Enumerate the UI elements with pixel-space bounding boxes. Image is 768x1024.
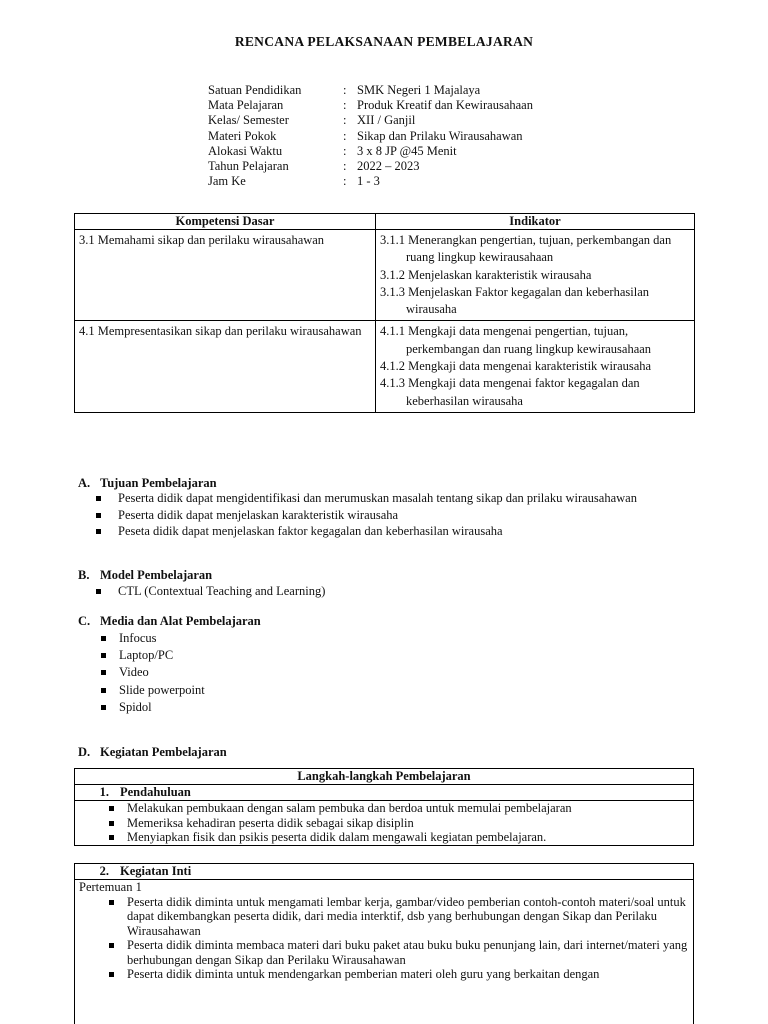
- document-title: RENCANA PELAKSANAAN PEMBELAJARAN: [234, 34, 534, 49]
- info-row: Tahun Pelajaran : 2022 – 2023: [208, 159, 420, 174]
- info-value: Sikap dan Prilaku Wirausahawan: [357, 128, 523, 143]
- info-row: Materi Pokok : Sikap dan Prilaku Wirausahawan: [208, 128, 523, 143]
- kd-cell: 4.1 Mempresentasikan sikap dan perilaku wirausahawan: [75, 321, 376, 412]
- model-list: [94, 584, 325, 599]
- list-item: Memeriksa kehadiran peserta didik sebagai sikap disiplin: [75, 816, 693, 831]
- kegiatan-inti-title: 2. Kegiatan Inti: [75, 864, 693, 880]
- indikator-item: 4.1.3 Mengkaji data mengenai faktor kegagalan dan keberhasilan wirausaha: [380, 376, 640, 408]
- info-row: Satuan Pendidikan : SMK Negeri 1 Majalaya: [208, 83, 481, 97]
- info-row: Alokasi Waktu : 3 x 8 JP @45 Menit: [208, 143, 457, 158]
- info-label: Mata Pelajaran: [208, 98, 284, 113]
- info-value: XII / Ganjil: [357, 113, 416, 128]
- indikator-item: 3.1.3 Menjelaskan Faktor kegagalan dan keberhasilan wirausaha: [380, 284, 650, 317]
- list-item: Peserta didik dapat mengidentifikasi dan merumuskan masalah tentang sikap dan prilaku wirausahawan: [94, 491, 674, 506]
- pendahuluan-table: [74, 768, 694, 846]
- list-item: Spidol: [101, 699, 205, 716]
- list-item: CTL (Contextual Teaching and Learning): [94, 584, 325, 599]
- list-item: Peserta didik dapat menjelaskan karakteristik wirausaha: [94, 508, 674, 523]
- identity-block: [208, 83, 533, 189]
- list-item: Menyiapkan fisik dan psikis peserta didik dalam mengawali kegiatan pembelajaran.: [75, 830, 693, 845]
- kegiatan-inti-table: [74, 863, 694, 1024]
- pendahuluan-list: [75, 801, 693, 845]
- info-label: Kelas/ Semester: [208, 113, 289, 128]
- indikator-item: 4.1.2 Mengkaji data mengenai karakteristik wirausaha: [380, 359, 652, 374]
- section-heading-model: B. Model Pembelajaran: [78, 568, 213, 582]
- info-row: Mata Pelajaran : Produk Kreatif dan Kewirausahaan: [208, 98, 533, 113]
- indikator-item: 4.1.1 Mengkaji data mengenai pengertian, tujuan, perkembangan dan ruang lingkup kewirausahaan: [380, 324, 652, 356]
- section-heading-media: C. Media dan Alat Pembelajaran: [78, 614, 261, 628]
- list-item: Infocus: [101, 630, 205, 647]
- info-value: SMK Negeri 1 Majalaya: [357, 83, 481, 97]
- pertemuan-label: Pertemuan 1: [79, 880, 142, 894]
- table-header-cell: Indikator: [376, 214, 695, 230]
- list-item: Video: [101, 664, 205, 681]
- section-heading-kegiatan: D. Kegiatan Pembelajaran: [78, 745, 227, 759]
- indikator-cell: [376, 321, 695, 412]
- info-value: Produk Kreatif dan Kewirausahaan: [357, 98, 533, 113]
- info-label: Satuan Pendidikan: [208, 83, 302, 97]
- table-header-cell: Kompetensi Dasar: [75, 214, 376, 230]
- indikator-cell: [376, 230, 695, 321]
- info-label: Tahun Pelajaran: [208, 159, 289, 174]
- list-item: Melakukan pembukaan dengan salam pembuka dan berdoa untuk memulai pembelajaran: [75, 801, 693, 816]
- list-item: Peserta didik diminta membaca materi dari buku paket atau buku buku penunjang lain, dari internet/materi yang berhubungan dengan Sikap dan Perilaku Wirausahawan: [75, 938, 693, 967]
- list-item: Peserta didik diminta untuk mengamati lembar kerja, gambar/video pemberian contoh-contoh materi/soal untuk dapat dikembangkan peserta didik, dari media interktif, dsb yang berhubungan dengan Sikap dan Perilaku Wirausahawan: [75, 895, 693, 939]
- list-item: Slide powerpoint: [101, 682, 205, 699]
- info-value: 1 - 3: [357, 174, 380, 189]
- list-item: Peseta didik dapat menjelaskan faktor kegagalan dan keberhasilan wirausaha: [94, 524, 674, 539]
- pendahuluan-title: 1. Pendahuluan: [75, 785, 693, 801]
- info-label: Alokasi Waktu: [208, 143, 283, 158]
- tujuan-list: [94, 491, 674, 541]
- info-row: Jam Ke : 1 - 3: [208, 174, 380, 189]
- list-item: Peserta didik diminta untuk mendengarkan pemberian materi oleh guru yang berkaitan dengan: [75, 967, 693, 982]
- table-header-row: [75, 214, 695, 230]
- indikator-item: 3.1.1 Menerangkan pengertian, tujuan, perkembangan dan ruang lingkup kewirausahaan: [380, 233, 672, 265]
- info-value: 3 x 8 JP @45 Menit: [357, 143, 457, 158]
- list-item: Laptop/PC: [101, 647, 205, 664]
- table-row: [75, 230, 695, 321]
- info-row: Kelas/ Semester : XII / Ganjil: [208, 113, 416, 128]
- langkah-header: Langkah-langkah Pembelajaran: [75, 769, 693, 785]
- section-heading-tujuan: A. Tujuan Pembelajaran: [78, 476, 217, 490]
- info-value: 2022 – 2023: [357, 159, 420, 174]
- info-label: Jam Ke: [208, 174, 246, 189]
- info-label: Materi Pokok: [208, 128, 277, 143]
- media-list: [101, 630, 205, 716]
- kegiatan-inti-list: [75, 895, 693, 982]
- kd-cell: 3.1 Memahami sikap dan perilaku wirausahawan: [75, 230, 376, 321]
- kompetensi-table: [74, 213, 695, 413]
- table-row: [75, 321, 695, 412]
- indikator-item: 3.1.2 Menjelaskan karakteristik wirausaha: [380, 267, 592, 282]
